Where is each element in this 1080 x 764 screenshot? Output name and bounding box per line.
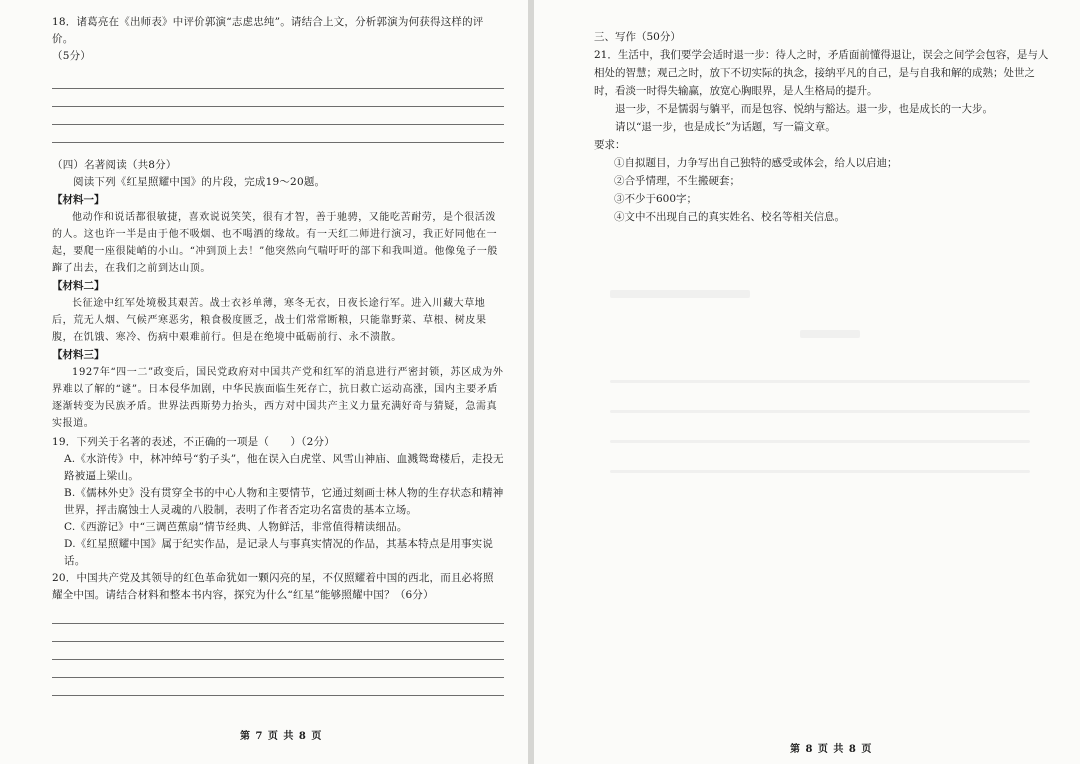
material-1-label: 【材料一】	[52, 194, 105, 206]
section-3-header: 三、写作（50分）	[594, 31, 681, 43]
answer-line	[52, 642, 504, 660]
bleed-through-mark	[610, 410, 1030, 413]
question-18-text: 18．诸葛亮在《出师表》中评价郭演“志虑忠纯”。请结合上文，分析郭演为何获得这样的评价。	[52, 16, 484, 45]
material-2-text: 长征途中红军处境极其艰苦。战士衣衫单薄，寒冬无衣，日夜长途行军。进入川藏大草地后，荒无人烟、气候严寒恶劣，粮食极度匮乏，战士们常常断粮，只能靠野菜、草根、树皮果腹，在饥饿、寒冷、伤病中艰难前行。但是在绝境中砥砺前行、永不溃散。	[52, 298, 487, 343]
answer-line	[52, 89, 504, 107]
requirement-2: ②合乎情理，不生搬硬套；	[614, 175, 740, 187]
page-8-footer: 第 8 页 共 8 页	[790, 744, 873, 755]
material-3-label: 【材料三】	[52, 349, 105, 361]
question-19-option-a: A.《水浒传》中，林冲绰号“豹子头”，他在误入白虎堂、风雪山神庙、血溅鸳鸯楼后，走投无路被逼上梁山。	[64, 453, 504, 482]
question-21-intro: 21．生活中，我们要学会适时退一步：待人之时，矛盾面前懂得退让，误会之间学会包容，是与人相处的智慧；观己之时，放下不切实际的执念，接纳平凡的自己，是与自我和解的成熟；处世之时，看淡一时得失输赢，放宽心胸眼界，是人生格局的提升。	[594, 49, 1049, 97]
question-18-score: （5分）	[52, 50, 91, 62]
question-18	[52, 14, 504, 65]
bleed-through-mark	[610, 380, 1030, 383]
requirement-3: ③不少于600字；	[614, 193, 698, 205]
bleed-through-mark	[610, 470, 1030, 473]
requirement-4: ④文中不出现自己的真实姓名、校名等相关信息。	[614, 211, 845, 223]
question-19-option-c: C.《西游记》中“三调芭蕉扇”情节经典、人物鲜活，非常值得精读细品。	[64, 521, 408, 533]
answer-lines-18	[52, 71, 504, 143]
answer-line	[52, 125, 504, 143]
answer-lines-20	[52, 606, 504, 696]
answer-line	[52, 71, 504, 89]
section-4-header: （四）名著阅读（共8分）	[52, 159, 177, 171]
question-19-option-b: B.《儒林外史》没有贯穿全书的中心人物和主要情节，它通过刻画士林人物的生存状态和精神世界，抨击腐蚀士人灵魂的八股制，表明了作者否定功名富贵的基本立场。	[64, 487, 504, 516]
answer-line	[52, 606, 504, 624]
bleed-through-mark	[800, 330, 860, 338]
material-3-text: 1927年“四一二”政变后，国民党政府对中国共产党和红军的消息进行严密封锁，苏区成为外界难以了解的“谜”。日本侵华加剧，中华民族面临生死存亡，抗日救亡运动高涨，国内主要矛盾逐渐转变为民族矛盾。世界法西斯势力抬头，西方对中国共产主义力量充满好奇与猜疑，急需真实报道。	[52, 367, 504, 429]
page-7-footer: 第 7 页 共 8 页	[240, 731, 323, 742]
material-1-text: 他动作和说话都很敏捷，喜欢说说笑笑，很有才智，善于驰骋，又能吃苦耐劳，是个很活泼的人。这也许一半是由于他不吸烟、也不喝酒的缘故。有一天红二师进行演习，我正好同他在一起，要爬一座很陡峭的小山。“冲到顶上去！”他突然向气喘吁吁的部下和我叫道。他像兔子一般蹿了出去，在我们之前到达山顶。	[52, 212, 499, 274]
material-2-label: 【材料二】	[52, 280, 105, 292]
requirement-1: ①自拟题目，力争写出自己独特的感受或体会，给人以启迪；	[614, 157, 898, 169]
question-20: 20．中国共产党及其领导的红色革命犹如一颗闪亮的星，不仅照耀着中国的西北，而且必将照耀全中国。请结合材料和整本书内容，探究为什么“红星”能够照耀中国？（6分）	[52, 572, 494, 601]
bleed-through-mark	[610, 440, 1030, 443]
question-21-statement: 退一步，不是懦弱与躺平，而是包容、悦纳与豁达。退一步，也是成长的一大步。	[615, 103, 993, 115]
answer-line	[52, 678, 504, 696]
requirements-label: 要求：	[594, 139, 626, 151]
question-21-task: 请以“退一步，也是成长”为话题，写一篇文章。	[615, 121, 836, 133]
answer-line	[52, 107, 504, 125]
answer-line	[52, 624, 504, 642]
question-19-option-d: D.《红星照耀中国》属于纪实作品，是记录人与事真实情况的作品，其基本特点是用事实说话。	[64, 538, 494, 567]
page-7	[0, 0, 528, 764]
answer-line	[52, 660, 504, 678]
bleed-through-mark	[610, 290, 750, 298]
question-19-stem: 19．下列关于名著的表述，不正确的一项是（ ）（2分）	[52, 436, 335, 448]
section-4-instruction: 阅读下列《红星照耀中国》的片段，完成19～20题。	[73, 176, 326, 188]
